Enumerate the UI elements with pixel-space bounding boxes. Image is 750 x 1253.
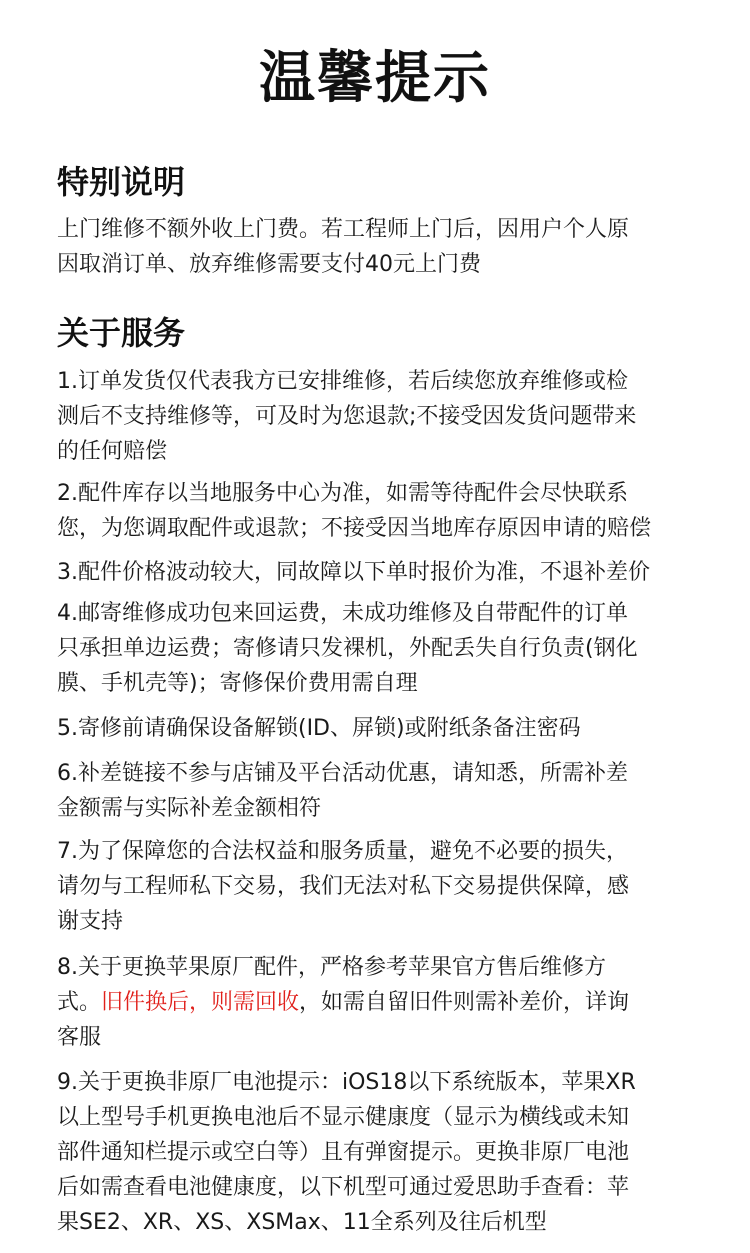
service-item-line: 3.配件价格波动较大，同故障以下单时报价为准，不退补差价	[57, 560, 650, 585]
special-note-text	[57, 212, 707, 282]
recycle-warning-highlight: 旧件换后，则需回收	[101, 990, 300, 1015]
service-item-4	[57, 596, 707, 701]
service-item-line: 果SE2、XR、XS、XSMax、11全系列及往后机型	[57, 1210, 547, 1235]
service-item-line: 客服	[57, 1025, 102, 1050]
service-item-line: 的任何赔偿	[57, 439, 168, 464]
service-item-line: 只承担单边运费；寄修请只发裸机，外配丢失自行负责(钢化	[57, 636, 638, 661]
service-item-line: 8.关于更换苹果原厂配件，严格参考苹果官方售后维修方	[57, 955, 606, 980]
service-item-line: 金额需与实际补差金额相符	[57, 796, 322, 821]
service-item-9	[57, 1065, 707, 1240]
text-segment: ，如需自留旧件则需补差价，详询	[299, 990, 630, 1015]
service-item-line: 7.为了保障您的合法权益和服务质量，避免不必要的损失，	[57, 839, 628, 864]
service-item-7	[57, 834, 707, 939]
special-note-line: 因取消订单、放弃维修需要支付40元上门费	[57, 252, 481, 277]
service-item-line: 膜、手机壳等)；寄修保价费用需自理	[57, 671, 418, 696]
service-item-line: 您，为您调取配件或退款；不接受因当地库存原因申请的赔偿	[57, 516, 652, 541]
service-item-8	[57, 950, 707, 1055]
text-segment: 式。	[57, 990, 102, 1015]
service-item-line: 部件通知栏提示或空白等）且有弹窗提示。更换非原厂电池	[57, 1140, 630, 1165]
about-service-heading: 关于服务	[57, 314, 186, 352]
service-item-line: 谢支持	[57, 909, 124, 934]
service-item-1	[57, 364, 707, 469]
service-item-line: 5.寄修前请确保设备解锁(ID、屏锁)或附纸条备注密码	[57, 716, 581, 741]
service-item-line: 6.补差链接不参与店铺及平台活动优惠，请知悉，所需补差	[57, 761, 628, 786]
service-item-line: 1.订单发货仅代表我方已安排维修，若后续您放弃维修或检	[57, 369, 628, 394]
service-item-line: 后如需查看电池健康度，以下机型可通过爱思助手查看：苹	[57, 1175, 630, 1200]
service-item-line: 2.配件库存以当地服务中心为准，如需等待配件会尽快联系	[57, 481, 628, 506]
service-item-3	[57, 555, 707, 590]
service-item-2	[57, 476, 707, 546]
service-item-line: 9.关于更换非原厂电池提示：iOS18以下系统版本，苹果XR	[57, 1070, 636, 1095]
service-item-line: 以上型号手机更换电池后不显示健康度（显示为横线或未知	[57, 1105, 630, 1130]
special-note-heading: 特别说明	[57, 163, 186, 201]
service-item-line: 4.邮寄维修成功包来回运费，未成功维修及自带配件的订单	[57, 601, 628, 626]
service-item-line: 测后不支持维修等，可及时为您退款;不接受因发货问题带来	[57, 404, 637, 429]
service-item-5	[57, 711, 707, 746]
page-title: 温馨提示	[259, 46, 491, 111]
special-note-line: 上门维修不额外收上门费。若工程师上门后，因用户个人原	[57, 217, 630, 242]
service-item-line: 请勿与工程师私下交易，我们无法对私下交易提供保障，感	[57, 874, 630, 899]
service-item-6	[57, 756, 707, 826]
service-item-line	[57, 985, 707, 1020]
